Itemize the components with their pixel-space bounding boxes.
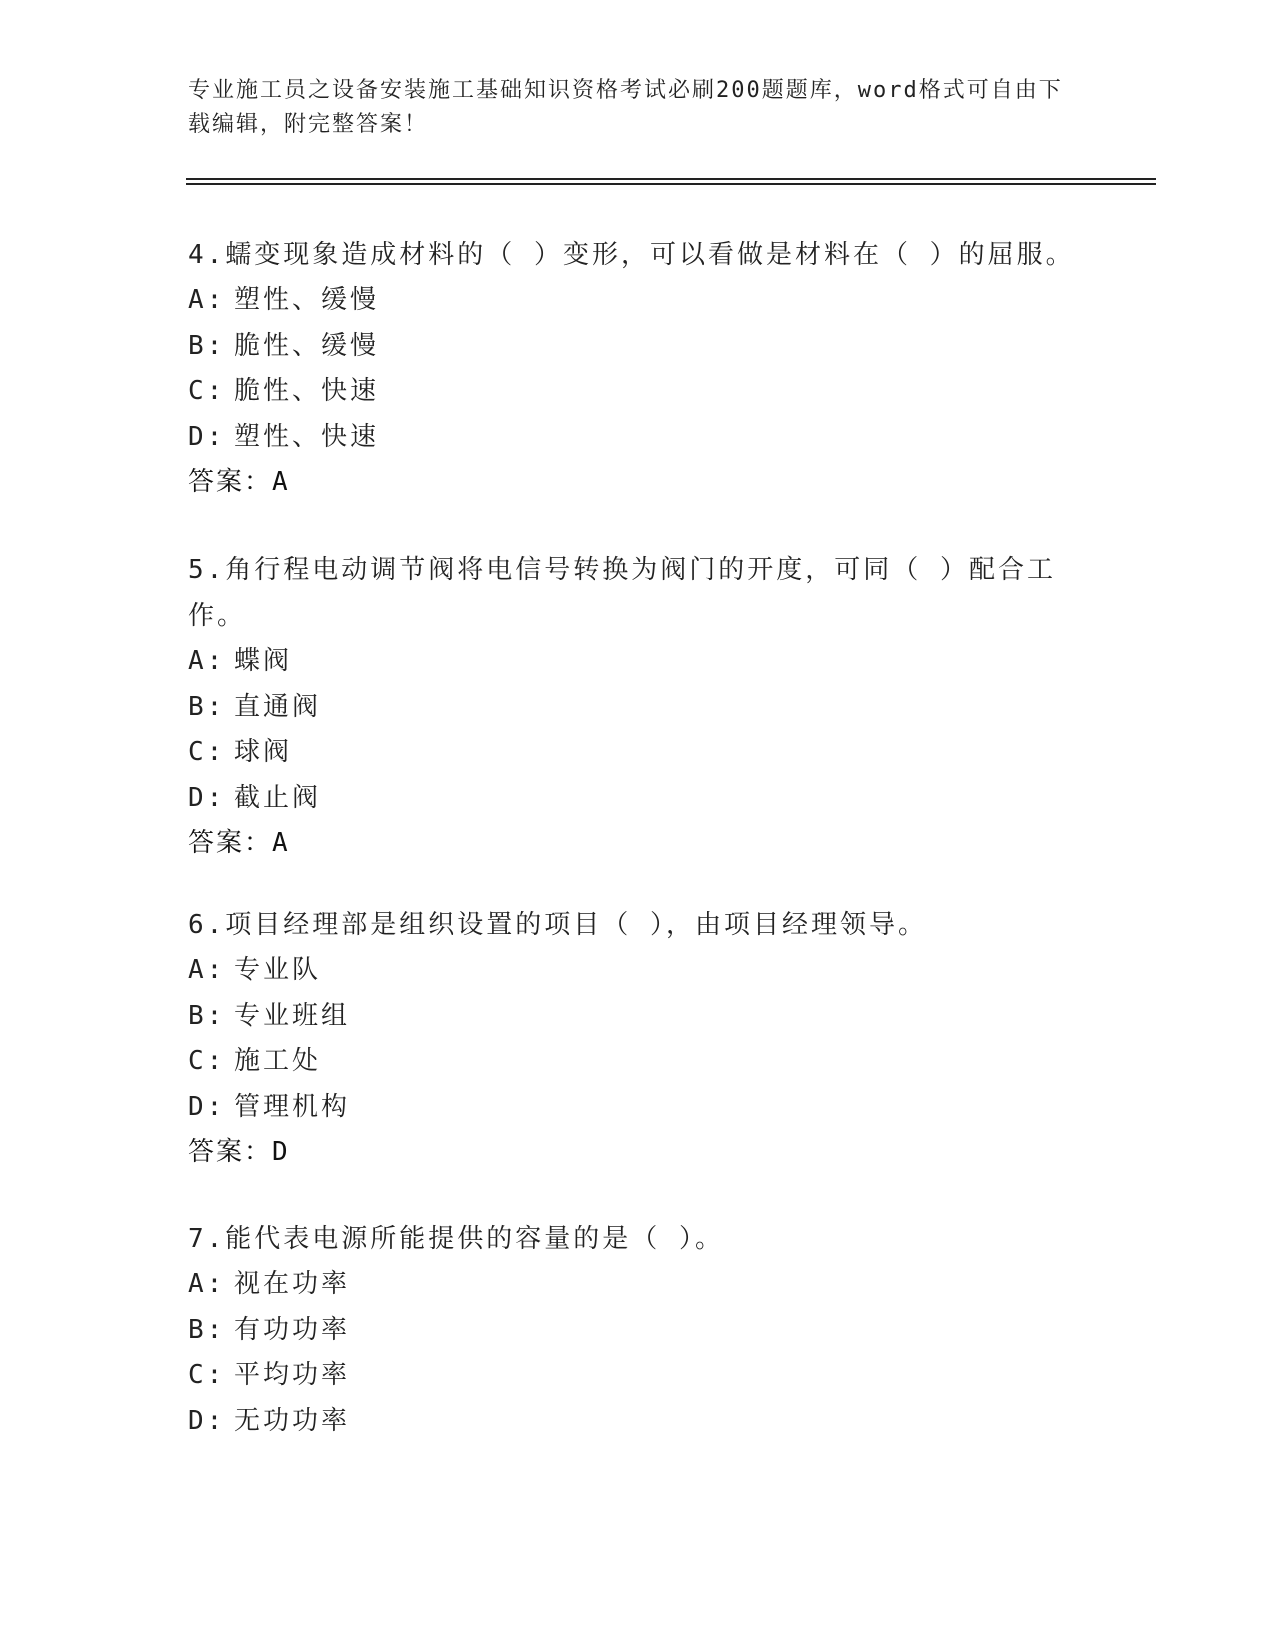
option-letter: D: — [188, 782, 226, 813]
option-letter: D: — [188, 421, 226, 452]
option-letter: C: — [188, 1046, 226, 1076]
option-d — [188, 415, 1088, 461]
option-c — [188, 1353, 1088, 1399]
option-c — [188, 730, 1068, 776]
option-b — [188, 685, 1068, 731]
option-text: 有功功率 — [234, 1314, 351, 1345]
option-d — [188, 1399, 1088, 1445]
option-text: 脆性、缓慢 — [234, 330, 380, 361]
document-header: 专业施工员之设备安装施工基础知识资格考试必刷200题题库，word格式可自由下载编辑，附完整答案！ — [188, 78, 1063, 137]
option-text: 脆性、快速 — [234, 376, 380, 406]
option-letter: B: — [188, 691, 226, 722]
option-b — [188, 994, 1088, 1040]
question-6 — [188, 902, 1088, 1176]
option-d — [188, 776, 1068, 822]
option-letter: B: — [188, 1314, 226, 1345]
question-stem: 5.角行程电动调节阀将电信号转换为阀门的开度，可同（ ）配合工作。 — [188, 555, 1056, 631]
answer: 答案：D — [188, 1137, 290, 1167]
option-d — [188, 1085, 1088, 1131]
question-stem: 6.项目经理部是组织设置的项目（ ），由项目经理领导。 — [188, 910, 927, 940]
option-text: 塑性、快速 — [234, 421, 380, 452]
option-letter: C: — [188, 376, 226, 406]
option-letter: C: — [188, 1360, 226, 1390]
option-text: 无功功率 — [234, 1405, 351, 1436]
question-5 — [188, 547, 1068, 867]
answer: 答案：A — [188, 467, 290, 497]
option-a — [188, 639, 1068, 685]
option-text: 专业班组 — [234, 1000, 351, 1031]
option-letter: A: — [188, 646, 226, 676]
option-text: 视在功率 — [234, 1269, 351, 1299]
question-4 — [188, 232, 1088, 506]
option-text: 球阀 — [234, 737, 293, 767]
option-b — [188, 1308, 1088, 1354]
option-letter: C: — [188, 737, 226, 767]
option-a — [188, 278, 1088, 324]
option-letter: B: — [188, 1000, 226, 1031]
option-a — [188, 948, 1088, 994]
option-a — [188, 1262, 1088, 1308]
option-text: 专业队 — [234, 955, 322, 985]
option-c — [188, 1039, 1088, 1085]
option-text: 直通阀 — [234, 691, 322, 722]
option-text: 塑性、缓慢 — [234, 285, 380, 315]
header-divider-top — [186, 178, 1156, 180]
question-7 — [188, 1216, 1088, 1444]
option-c — [188, 369, 1088, 415]
option-letter: D: — [188, 1091, 226, 1122]
option-text: 蝶阀 — [234, 646, 293, 676]
option-text: 截止阀 — [234, 782, 322, 813]
option-letter: A: — [188, 1269, 226, 1299]
option-letter: A: — [188, 955, 226, 985]
option-letter: D: — [188, 1405, 226, 1436]
option-text: 平均功率 — [234, 1360, 351, 1390]
option-letter: A: — [188, 285, 226, 315]
option-text: 管理机构 — [234, 1091, 351, 1122]
option-letter: B: — [188, 330, 226, 361]
option-text: 施工处 — [234, 1046, 322, 1076]
header-divider-bottom — [186, 183, 1156, 185]
answer: 答案：A — [188, 828, 290, 858]
option-b — [188, 324, 1088, 370]
question-stem: 7.能代表电源所能提供的容量的是（ ）。 — [188, 1224, 724, 1254]
question-stem: 4.蠕变现象造成材料的（ ）变形，可以看做是材料在（ ）的屈服。 — [188, 240, 1075, 270]
